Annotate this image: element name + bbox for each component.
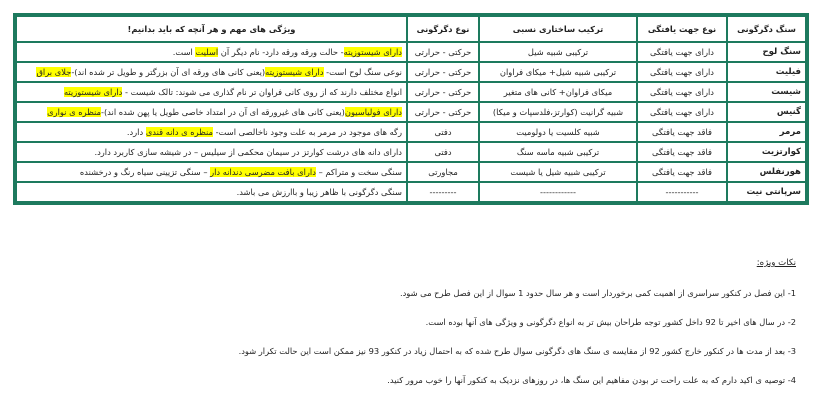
feature-text: سنگی دگرگونی با ظاهر زیبا و باارزش می باشد. [236, 186, 402, 197]
rock-name: سنگ لوح [727, 42, 807, 62]
features-cell [15, 82, 407, 102]
header-features: ویژگی های مهم و هر آنچه که باید بدانیم! [15, 15, 407, 42]
feature-text: سنگی سخت و متراکم – [315, 166, 402, 177]
composition-cell: شبیه کلسیت یا دولومیت [479, 122, 637, 142]
table-header-row [15, 15, 807, 42]
metamorphism-cell: حرکتی - حرارتی [407, 82, 479, 102]
rock-name: هورنفلس [727, 162, 807, 182]
rock-name: فیلیت [727, 62, 807, 82]
highlighted-text: دارای شیستوزیته [63, 86, 123, 97]
orientation-cell: ----------- [637, 182, 727, 203]
notes-title-text: نکات ویژه: [756, 258, 796, 268]
feature-text: – سنگی تزیینی سیاه رنگ و درخشنده [79, 166, 211, 177]
composition-cell: ترکیبی شبیه ماسه سنگ [479, 142, 637, 162]
note-item: 4- توصیه ی اکید دارم که به علت راحت تر بودن مفاهیم این سنگ ها، در روزهای نزدیک به کنکور آنها را خوب مرور کنید. [387, 375, 796, 385]
orientation-cell: دارای جهت یافتگی [637, 42, 727, 62]
highlighted-text: جلای براق [36, 66, 72, 77]
metamorphism-cell: مجاورتی [407, 162, 479, 182]
rock-name: کوارتزیت [727, 142, 807, 162]
table-row [15, 142, 807, 162]
highlighted-text: منظره ی دانه قندی [145, 126, 213, 137]
highlighted-text: دارای شیستوزیته [265, 66, 324, 77]
note-item: 1- این فصل در کنکور سراسری از اهمیت کمی برخوردار است و هر سال حدود 1 سوال از این فصل طرح می شود. [399, 288, 796, 298]
table-row [15, 122, 807, 142]
note-item: 2- در سال های اخیر تا 92 داخل کشور توجه طراحان بیش تر به انواع دگرگونی و ویژگی های آنها بوده است. [425, 317, 796, 327]
feature-text: رگه های موجود در مرمر به علت وجود ناخالصی است- [212, 126, 402, 137]
features-cell [15, 162, 407, 182]
orientation-cell: فاقد جهت یافتگی [637, 142, 727, 162]
rock-name: مرمر [727, 122, 807, 142]
highlighted-text: منظره ی نواری [47, 106, 101, 117]
feature-text: دارای دانه های درشت کوارتز در سیمان محکمی از سیلیس – در شیشه سازی کاربرد دارد. [94, 146, 402, 157]
table-row [15, 82, 807, 102]
table-row [15, 62, 807, 82]
table-row [15, 102, 807, 122]
header-composition: ترکیب ساختاری نسبی [479, 15, 637, 42]
header-orientation: نوع جهت یافتگی [637, 15, 727, 42]
feature-text: نوعی سنگ لوح است- [323, 66, 402, 77]
composition-cell: ------------ [479, 182, 637, 203]
rock-name: سرپانتی نیت [727, 182, 807, 203]
features-cell [15, 122, 407, 142]
composition-cell: میکای فراوان+ کانی های متغیر [479, 82, 637, 102]
features-cell [15, 42, 407, 62]
features-cell [15, 142, 407, 162]
feature-text: - حالت ورقه ورقه دارد- نام دیگر آن [218, 46, 344, 57]
features-cell [15, 102, 407, 122]
highlighted-text: دارای شیستوزیته [343, 46, 402, 57]
metamorphism-cell: دفتی [407, 142, 479, 162]
metamorphism-cell: حرکتی - حرارتی [407, 42, 479, 62]
metamorphism-cell: دفتی [407, 122, 479, 142]
note-item: 3- بعد از مدت ها در کنکور خارج کشور 92 از مقایسه ی سنگ های دگرگونی سوال طرح شده که به احتمال زیاد در کنکور 93 نیز ممکن است این حالت تکرار شود. [238, 346, 796, 356]
notes-title [26, 258, 796, 268]
table-row [15, 182, 807, 203]
metamorphism-cell: حرکتی - حرارتی [407, 102, 479, 122]
special-notes [26, 258, 796, 404]
composition-cell: ترکیبی شبیه شیل+ میکای فراوان [479, 62, 637, 82]
rock-name: گنیس [727, 102, 807, 122]
orientation-cell: دارای جهت یافتگی [637, 82, 727, 102]
feature-text: است. [172, 46, 196, 57]
header-metamorphism: نوع دگرگونی [407, 15, 479, 42]
orientation-cell: فاقد جهت یافتگی [637, 162, 727, 182]
composition-cell: ترکیبی شبیه شیل یا شیست [479, 162, 637, 182]
highlighted-text: دارای بافت مضرسی دندانه دار [210, 166, 316, 177]
orientation-cell: دارای جهت یافتگی [637, 102, 727, 122]
feature-text: انواع مختلف دارند که از روی کانی فراوان تر نام گذاری می شوند: تالک شیست - [122, 86, 402, 97]
metamorphism-cell: حرکتی - حرارتی [407, 62, 479, 82]
metamorphism-cell: --------- [407, 182, 479, 203]
table-row [15, 42, 807, 62]
feature-text: (یعنی کانی های ورقه ای آن بزرگتر و طویل تر شده اند)- [71, 66, 266, 77]
table-row [15, 162, 807, 182]
orientation-cell: دارای جهت یافتگی [637, 62, 727, 82]
feature-text: دارد. [126, 126, 146, 137]
rock-name: شیست [727, 82, 807, 102]
composition-cell: ترکیبی شبیه شیل [479, 42, 637, 62]
feature-text: (یعنی کانی های غیرورقه ای آن در امتداد خاصی طویل یا پهن شده اند)- [100, 106, 345, 117]
metamorphic-rocks-table [13, 13, 809, 205]
features-cell [15, 62, 407, 82]
composition-cell: شبیه گرانیت (کوارتز،فلدسپات و میکا) [479, 102, 637, 122]
features-cell [15, 182, 407, 203]
highlighted-text: اسلیت [195, 46, 219, 57]
orientation-cell: فاقد جهت یافتگی [637, 122, 727, 142]
highlighted-text: دارای فولیاسیون [344, 106, 402, 117]
header-rock: سنگ دگرگونی [727, 15, 807, 42]
